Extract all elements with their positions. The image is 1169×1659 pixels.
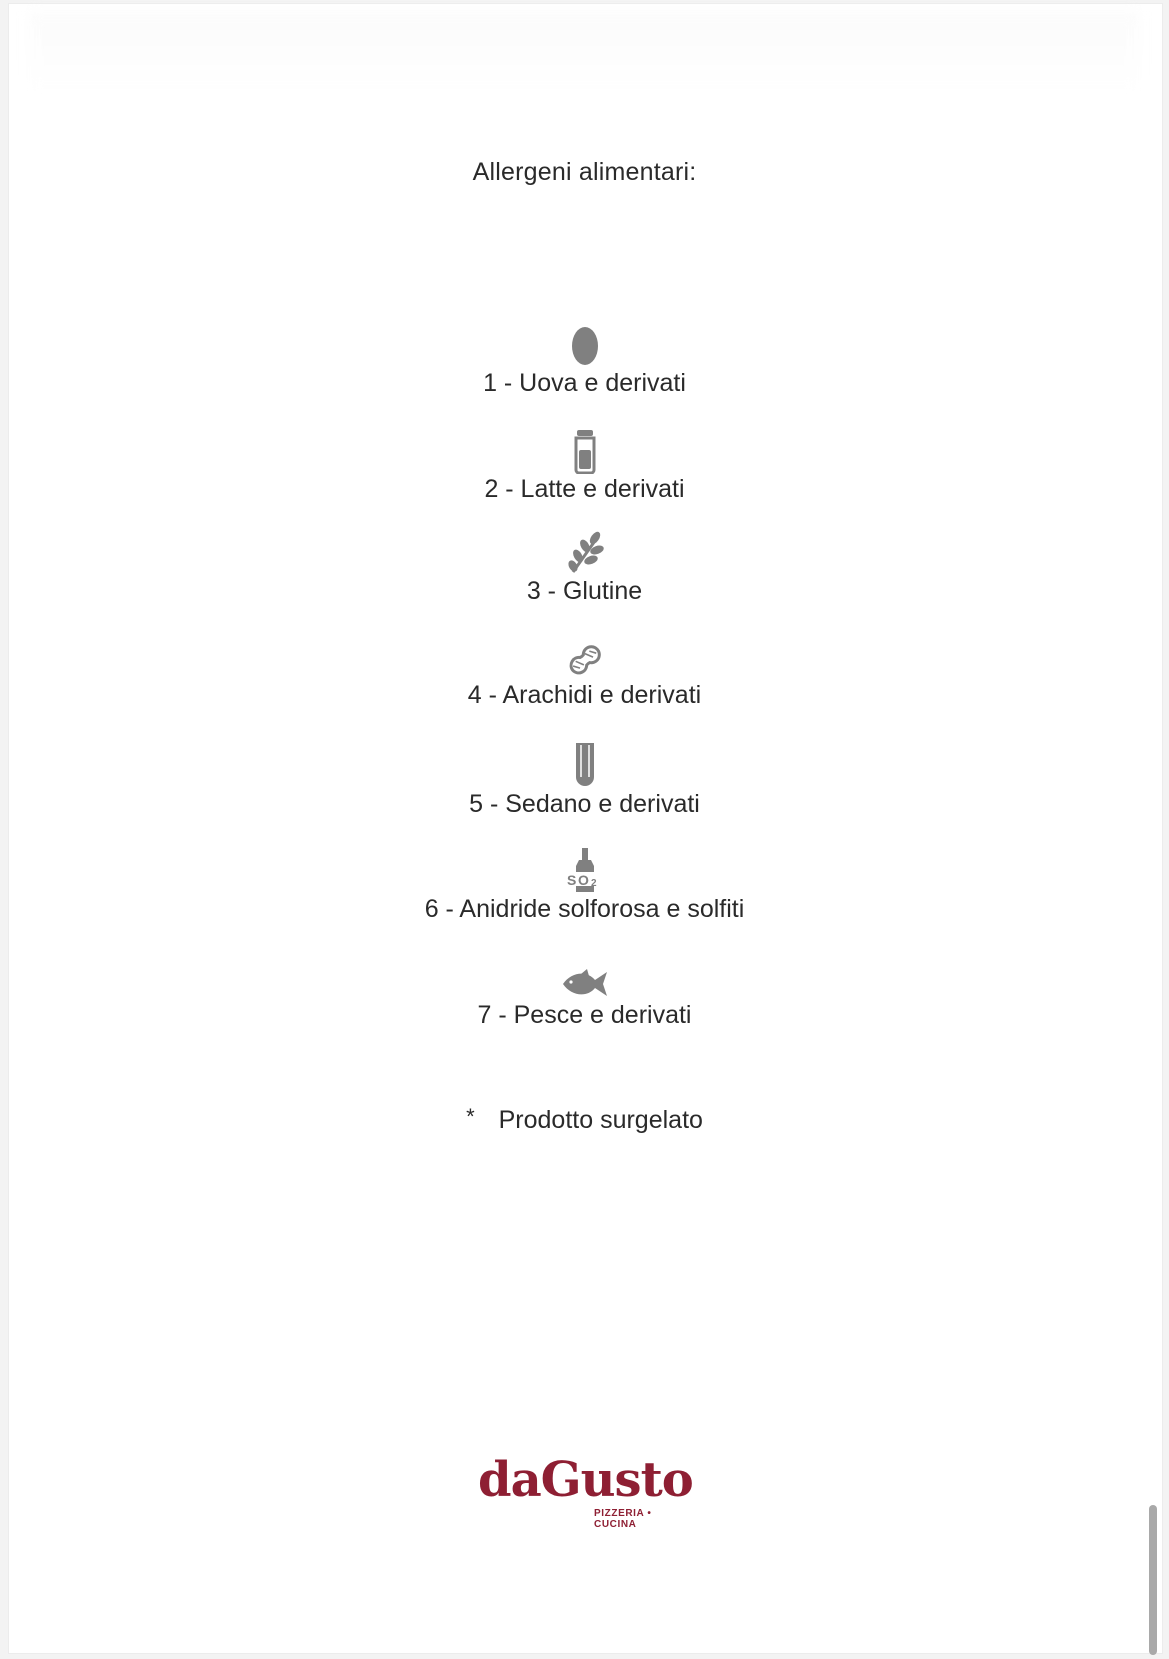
allergen-item-eggs xyxy=(0,324,1169,398)
allergen-item-peanuts xyxy=(0,640,1169,710)
page-title: Allergeni alimentari: xyxy=(472,158,697,186)
allergen-label: 5 - Sedano e derivati xyxy=(469,790,700,818)
allergen-label: 6 - Anidride solforosa e solfiti xyxy=(424,895,745,923)
allergen-label: 4 - Arachidi e derivati xyxy=(467,681,702,709)
allergen-label: 7 - Pesce e derivati xyxy=(477,1001,692,1029)
footnote-symbol: * xyxy=(466,1104,475,1129)
header-band xyxy=(29,12,1139,92)
svg-text:S: S xyxy=(566,872,576,888)
allergen-item-fish xyxy=(0,968,1169,1030)
allergen-item-sulfites xyxy=(0,846,1169,924)
vertical-scrollbar[interactable] xyxy=(1149,1505,1157,1655)
svg-text:2: 2 xyxy=(590,878,597,889)
footnote-text: Prodotto surgelato xyxy=(498,1106,703,1134)
so2-bottle-icon xyxy=(563,846,607,894)
celery-icon xyxy=(565,741,605,789)
svg-text:O: O xyxy=(577,872,589,888)
dagusto-logo xyxy=(478,1452,692,1536)
fish-icon xyxy=(561,968,609,1000)
allergen-label: 1 - Uova e derivati xyxy=(483,369,686,397)
menu-page xyxy=(8,3,1163,1654)
peanut-icon xyxy=(563,640,607,680)
allergen-item-celery xyxy=(0,741,1169,819)
egg-icon xyxy=(565,324,605,368)
wheat-icon xyxy=(563,530,607,576)
logo-wordmark: daGusto xyxy=(478,1452,693,1508)
allergen-item-milk xyxy=(0,428,1169,504)
milk-bottle-icon xyxy=(565,428,605,474)
allergen-label: 2 - Latte e derivati xyxy=(484,475,685,503)
frozen-product-footnote xyxy=(0,1104,1169,1135)
allergen-item-gluten xyxy=(0,530,1169,606)
allergen-label: 3 - Glutine xyxy=(526,577,643,605)
logo-subtitle: PIZZERIA • CUCINA xyxy=(594,1508,652,1530)
